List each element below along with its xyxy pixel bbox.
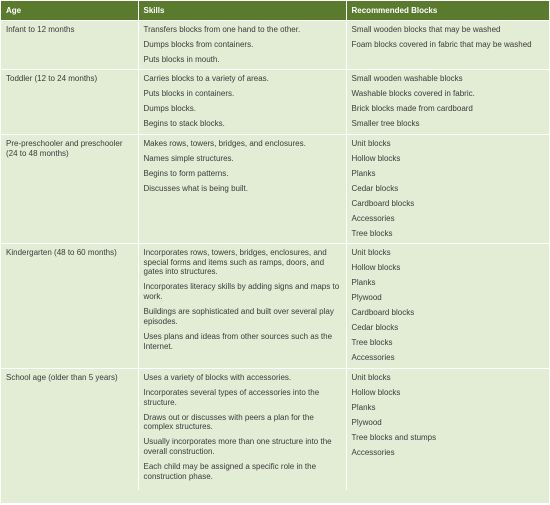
block-item: Small wooden washable blocks	[351, 73, 463, 83]
block-item: Cardboard blocks	[351, 307, 415, 317]
recommended-blocks-cell	[346, 134, 549, 243]
skills-cell	[138, 134, 346, 243]
skill-item: Begins to stack blocks.	[143, 118, 225, 128]
block-item: Planks	[351, 402, 376, 412]
block-item: Foam blocks covered in fabric that may be washed	[351, 39, 532, 49]
age-cell: Infant to 12 months	[1, 21, 138, 70]
block-item: Cedar blocks	[351, 183, 399, 193]
block-item: Cardboard blocks	[351, 198, 415, 208]
skill-item: Transfers blocks from one hand to the other.	[143, 25, 301, 34]
skill-item: Buildings are sophisticated and built over several play episodes.	[143, 307, 334, 326]
age-cell: School age (older than 5 years)	[1, 368, 138, 490]
table-row	[1, 134, 549, 243]
block-item: Accessories	[351, 447, 395, 457]
skill-item: Names simple structures.	[143, 153, 234, 163]
skill-item: Usually incorporates more than one structure into the overall construction.	[143, 437, 332, 457]
skill-item: Uses plans and ideas from other sources such as the Internet.	[143, 331, 333, 351]
block-recommendations-table	[1, 1, 549, 490]
skill-item: Begins to form patterns.	[143, 168, 229, 178]
block-item: Unit blocks	[351, 138, 391, 148]
skills-cell	[138, 243, 346, 368]
block-recommendations-table-container	[1, 1, 549, 503]
block-item: Planks	[351, 168, 376, 178]
column-header-skills: Skills	[138, 1, 346, 21]
block-item: Tree blocks	[351, 337, 393, 347]
table-header-row	[1, 1, 549, 21]
skill-item: Incorporates literacy skills by adding signs and maps to work.	[143, 282, 340, 302]
block-item: Plywood	[351, 292, 382, 302]
block-item: Washable blocks covered in fabric.	[351, 88, 475, 98]
skill-item: Incorporates several types of accessories into the structure.	[143, 387, 320, 407]
block-item: Unit blocks	[351, 247, 391, 257]
skills-cell	[138, 69, 346, 134]
block-item: Tree blocks	[351, 228, 393, 238]
block-item: Small wooden blocks that may be washed	[351, 25, 501, 34]
skill-item: Makes rows, towers, bridges, and enclosures.	[143, 138, 306, 148]
table-row	[1, 368, 549, 490]
skill-item: Uses a variety of blocks with accessories.	[143, 372, 292, 382]
skill-item: Each child may be assigned a specific role in the construction phase.	[143, 462, 317, 481]
age-cell: Kindergarten (48 to 60 months)	[1, 243, 138, 368]
recommended-blocks-cell	[346, 21, 549, 70]
column-header-recommended-blocks: Recommended Blocks	[346, 1, 549, 21]
skill-item: Carries blocks to a variety of areas.	[143, 73, 269, 83]
table-row	[1, 69, 549, 134]
skill-item: Draws out or discusses with peers a plan for the complex structures.	[143, 412, 314, 432]
block-item: Hollow blocks	[351, 262, 401, 272]
block-item: Hollow blocks	[351, 387, 401, 397]
table-row	[1, 21, 549, 70]
block-item: Planks	[351, 277, 376, 287]
block-item: Cedar blocks	[351, 322, 399, 332]
block-item: Accessories	[351, 213, 395, 223]
age-cell: Pre-preschooler and preschooler (24 to 48 months)	[1, 134, 138, 243]
skills-cell	[138, 368, 346, 490]
block-item: Accessories	[351, 352, 395, 362]
age-cell: Toddler (12 to 24 months)	[1, 69, 138, 134]
skill-item: Puts blocks in mouth.	[143, 54, 220, 64]
block-item: Tree blocks and stumps	[351, 432, 437, 442]
block-item: Smaller tree blocks	[351, 118, 420, 128]
skills-cell	[138, 21, 346, 70]
skill-item: Dumps blocks from containers.	[143, 39, 254, 49]
recommended-blocks-cell	[346, 69, 549, 134]
recommended-blocks-cell	[346, 243, 549, 368]
skill-item: Puts blocks in containers.	[143, 88, 235, 98]
block-item: Plywood	[351, 417, 382, 427]
recommended-blocks-cell	[346, 368, 549, 490]
skill-item: Incorporates rows, towers, bridges, enclosures, and special forms and items such as ramps, doors, and gates into structures.	[143, 247, 327, 277]
table-row	[1, 243, 549, 368]
skill-item: Discusses what is being built.	[143, 183, 248, 193]
skill-item: Dumps blocks.	[143, 103, 196, 113]
block-item: Brick blocks made from cardboard	[351, 103, 473, 113]
block-item: Unit blocks	[351, 372, 391, 382]
column-header-age: Age	[1, 1, 138, 21]
table-body	[1, 21, 549, 490]
block-item: Hollow blocks	[351, 153, 401, 163]
